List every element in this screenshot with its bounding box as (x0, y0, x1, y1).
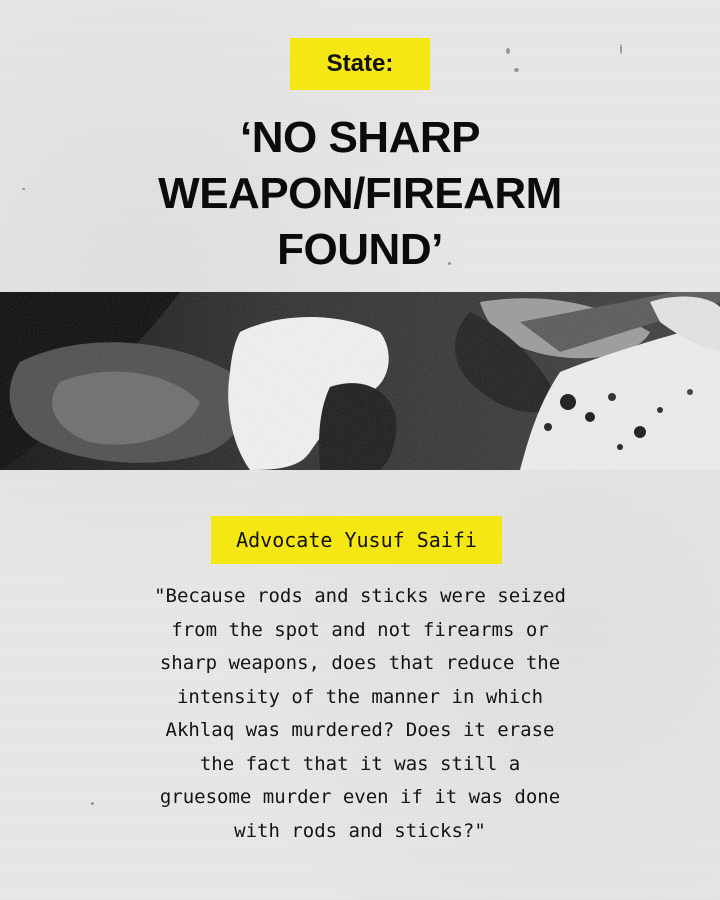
quote-line-8: with rods and sticks?" (234, 819, 486, 842)
quote (95, 580, 625, 848)
photo-strip-image (0, 292, 720, 470)
paper-speck (22, 188, 25, 190)
headline (60, 110, 660, 278)
headline-line-3: FOUND’ (277, 225, 443, 274)
speaker-name-tag (211, 516, 502, 564)
state-label-tag (290, 38, 430, 90)
state-label-text: State: (326, 50, 394, 77)
paper-speck (506, 48, 510, 54)
photo-strip (0, 292, 720, 470)
paper-speck (514, 68, 519, 72)
quote-line-2: from the spot and not firearms or (171, 618, 549, 641)
quote-line-4: intensity of the manner in which (176, 685, 544, 708)
quote-line-5: Akhlaq was murdered? Does it erase (165, 719, 555, 741)
paper-speck (620, 44, 622, 54)
headline-line-2: WEAPON/FIREARM (158, 169, 562, 218)
headline-line-1: ‘NO SHARP (240, 113, 480, 162)
speaker-name: Advocate Yusuf Saifi (236, 528, 477, 552)
quote-line-6: the fact that it was still a (199, 752, 521, 775)
quote-line-1: "Because rods and sticks were seized (154, 585, 566, 607)
quote-line-7: gruesome murder even if it was done (159, 786, 561, 808)
quote-line-3: sharp weapons, does that reduce the (159, 652, 561, 674)
paper-speck (91, 802, 94, 805)
